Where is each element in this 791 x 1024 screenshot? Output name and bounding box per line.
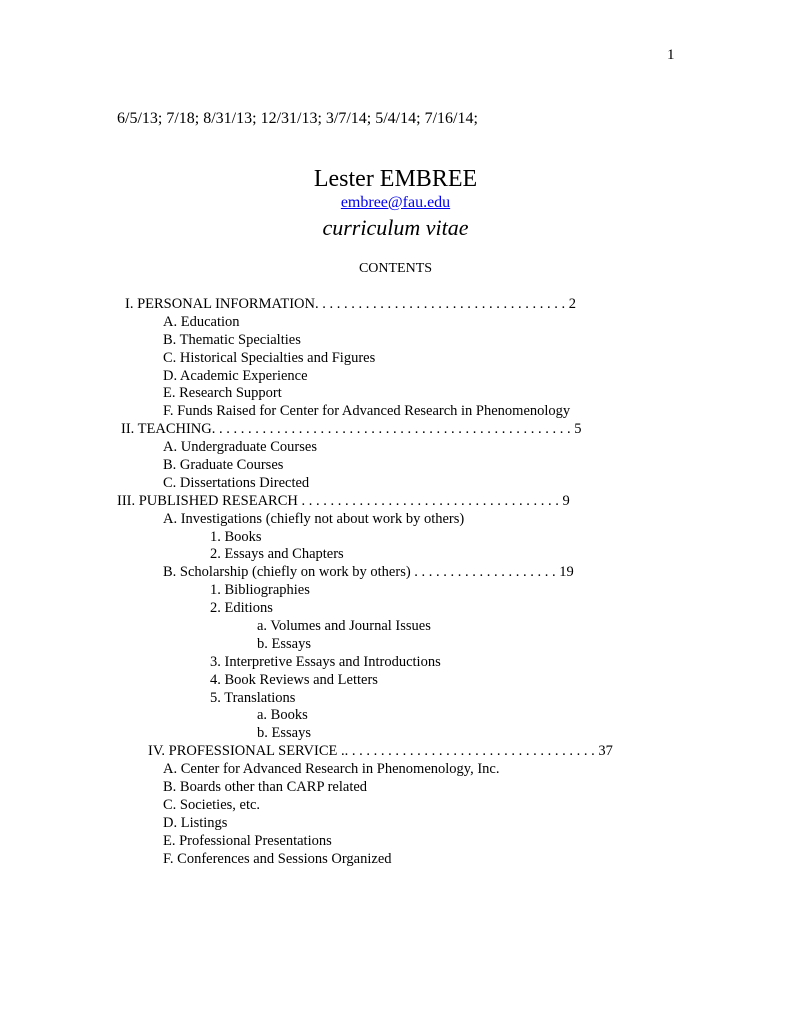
toc-entry-label: A. Investigations (chiefly not about work by others) bbox=[163, 510, 465, 527]
contents-heading: CONTENTS bbox=[358, 261, 433, 276]
toc-subsection bbox=[0, 350, 791, 368]
toc-section-label: I. PERSONAL INFORMATION. . . . . . . . . . . . . . . . . . . . . . . . . . . . . . . . . . . 2 bbox=[125, 296, 576, 312]
toc-section bbox=[0, 421, 791, 439]
toc-subitem bbox=[0, 725, 791, 743]
toc-section bbox=[0, 493, 791, 511]
toc-subsection bbox=[0, 833, 791, 851]
toc-entry-label: a. Volumes and Journal Issues bbox=[257, 618, 431, 635]
author-name: Lester EMBREE bbox=[313, 166, 478, 192]
toc-entry-label: 1. Bibliographies bbox=[210, 582, 310, 599]
toc-subsection bbox=[0, 779, 791, 797]
toc-subsection bbox=[0, 851, 791, 869]
toc-entry-label: D. Academic Experience bbox=[163, 367, 308, 384]
toc-section bbox=[0, 296, 791, 314]
toc-subitem bbox=[0, 636, 791, 654]
toc-entry-label: C. Historical Specialties and Figures bbox=[163, 349, 376, 366]
toc-subsection bbox=[0, 761, 791, 779]
toc-entry-label: C. Dissertations Directed bbox=[163, 474, 310, 491]
toc-entry-label: 5. Translations bbox=[210, 689, 296, 706]
toc-subsection bbox=[0, 511, 791, 529]
toc-item bbox=[0, 582, 791, 600]
toc-entry-label: B. Graduate Courses bbox=[163, 457, 284, 474]
toc-subsection bbox=[0, 368, 791, 386]
page-number: 1 bbox=[667, 47, 675, 63]
toc-entry-label: A. Undergraduate Courses bbox=[163, 439, 317, 456]
toc-item bbox=[0, 529, 791, 547]
toc-entry-label: F. Conferences and Sessions Organized bbox=[163, 850, 392, 867]
toc-entry-label: b. Essays bbox=[257, 725, 311, 742]
toc-section-label: IV. PROFESSIONAL SERVICE .. . . . . . . . . . . . . . . . . . . . . . . . . . . . . . . . . . . 37 bbox=[148, 743, 613, 760]
toc-subsection bbox=[0, 439, 791, 457]
toc-entry-label: 2. Essays and Chapters bbox=[210, 546, 344, 563]
toc-subitem bbox=[0, 707, 791, 725]
toc-subsection bbox=[0, 475, 791, 493]
toc-subsection bbox=[0, 332, 791, 350]
toc-entry-label: B. Thematic Specialties bbox=[163, 331, 301, 348]
toc-entry-label: A. Center for Advanced Research in Phenomenology, Inc. bbox=[163, 761, 500, 778]
toc-entry-label: E. Research Support bbox=[163, 385, 282, 402]
toc-item bbox=[0, 600, 791, 618]
toc-entry-label: 2. Editions bbox=[210, 600, 273, 617]
toc-entry-label: b. Essays bbox=[257, 635, 311, 652]
toc-subsection bbox=[0, 385, 791, 403]
toc-item bbox=[0, 546, 791, 564]
toc-entry-label: D. Listings bbox=[163, 814, 228, 831]
toc-entry-label: 4. Book Reviews and Letters bbox=[210, 671, 378, 688]
toc-item bbox=[0, 654, 791, 672]
toc-section bbox=[0, 743, 791, 761]
toc-subsection bbox=[0, 815, 791, 833]
table-of-contents bbox=[0, 296, 791, 869]
toc-entry-label: C. Societies, etc. bbox=[163, 796, 261, 813]
toc-entry-label: 1. Books bbox=[210, 528, 262, 545]
toc-entry-label: a. Books bbox=[257, 707, 308, 724]
email-link[interactable]: embree@fau.edu bbox=[340, 194, 451, 211]
toc-item bbox=[0, 690, 791, 708]
toc-subitem bbox=[0, 618, 791, 636]
toc-subsection bbox=[0, 564, 791, 582]
toc-entry-label: 3. Interpretive Essays and Introductions bbox=[210, 653, 441, 670]
toc-entry-label: A. Education bbox=[163, 313, 240, 330]
toc-section-label: II. TEACHING. . . . . . . . . . . . . . . . . . . . . . . . . . . . . . . . . . . . . . . . . . . . . . . . . . 5 bbox=[121, 421, 582, 438]
toc-item bbox=[0, 672, 791, 690]
toc-section-label: III. PUBLISHED RESEARCH . . . . . . . . . . . . . . . . . . . . . . . . . . . . . . . . . . . . 9 bbox=[117, 492, 570, 509]
toc-entry-label: F. Funds Raised for Center for Advanced Research in Phenomenology bbox=[163, 403, 571, 420]
toc-entry-label: E. Professional Presentations bbox=[163, 832, 332, 849]
author-email bbox=[0, 194, 791, 212]
toc-subsection bbox=[0, 403, 791, 421]
toc-subsection bbox=[0, 797, 791, 815]
toc-subsection bbox=[0, 314, 791, 332]
revision-dates: 6/5/13; 7/18; 8/31/13; 12/31/13; 3/7/14; 5/4/14; 7/16/14; bbox=[117, 110, 478, 127]
toc-subsection bbox=[0, 457, 791, 475]
toc-entry-label: B. Boards other than CARP related bbox=[163, 779, 368, 796]
document-subtitle: curriculum vitae bbox=[322, 215, 469, 240]
toc-entry-label: B. Scholarship (chiefly on work by others) . . . . . . . . . . . . . . . . . . . . 19 bbox=[163, 564, 574, 581]
